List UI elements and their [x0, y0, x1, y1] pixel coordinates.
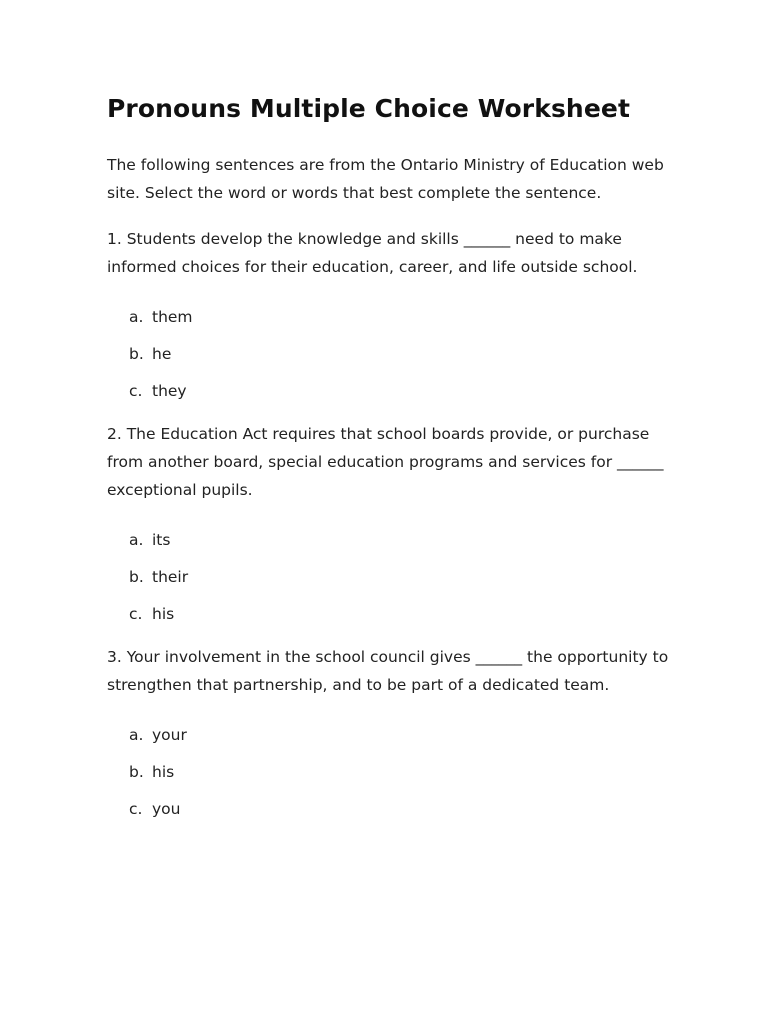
option-text: his — [152, 763, 175, 781]
option-item — [107, 567, 687, 604]
option-text: they — [152, 382, 187, 400]
option-letter: b. — [129, 763, 144, 781]
option-letter: a. — [129, 531, 144, 549]
option-letter: a. — [129, 726, 144, 744]
option-text: their — [152, 568, 189, 586]
option-item — [107, 799, 687, 836]
question-1-text: 1. Students develop the knowledge and skills ______ need to make informed choices for their education, career, and life outside school. — [107, 230, 638, 276]
question-3-options — [107, 725, 687, 836]
worksheet-page — [107, 93, 687, 836]
option-item — [107, 307, 687, 344]
question-1-options — [107, 307, 687, 418]
option-letter: b. — [129, 345, 144, 363]
option-item — [107, 725, 687, 762]
option-item — [107, 381, 687, 418]
option-letter: a. — [129, 308, 144, 326]
option-text: its — [152, 531, 171, 549]
question-1 — [107, 225, 687, 418]
option-item — [107, 762, 687, 799]
option-letter: c. — [129, 382, 143, 400]
option-letter: c. — [129, 800, 143, 818]
option-text: you — [152, 800, 181, 818]
option-text: your — [152, 726, 187, 744]
option-letter: b. — [129, 568, 144, 586]
worksheet-intro: The following sentences are from the Ontario Ministry of Education web site. Select the word or words that best complete the sentence. — [107, 156, 664, 202]
option-text: he — [152, 345, 172, 363]
question-2-text: 2. The Education Act requires that school boards provide, or purchase from another board, special education programs and services for ______ exceptional pupils. — [107, 425, 664, 499]
option-item — [107, 344, 687, 381]
question-3 — [107, 643, 687, 836]
option-item — [107, 604, 687, 641]
question-2-options — [107, 530, 687, 641]
worksheet-title: Pronouns Multiple Choice Worksheet — [107, 94, 630, 123]
option-item — [107, 530, 687, 567]
option-letter: c. — [129, 605, 143, 623]
question-3-text: 3. Your involvement in the school council gives ______ the opportunity to strengthen that partnership, and to be part of a dedicated team. — [107, 648, 669, 694]
option-text: his — [152, 605, 175, 623]
question-2 — [107, 420, 687, 641]
option-text: them — [152, 308, 193, 326]
